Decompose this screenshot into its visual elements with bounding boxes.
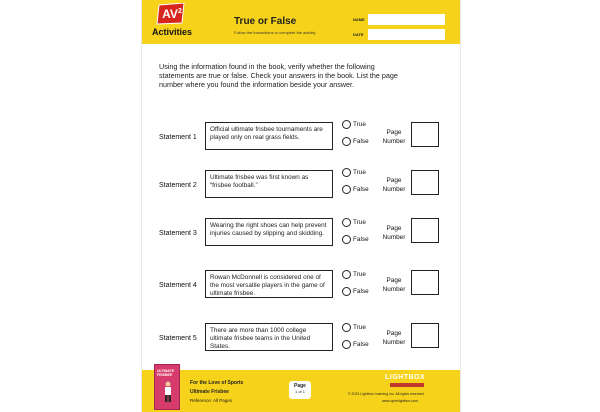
false-option[interactable] <box>342 235 369 244</box>
true-label: True <box>353 219 366 226</box>
player-figure-icon <box>162 381 174 403</box>
logo-text: Activities <box>151 27 193 37</box>
true-radio[interactable] <box>342 270 351 279</box>
true-radio[interactable] <box>342 323 351 332</box>
statement-row <box>142 323 460 363</box>
lightbox-logo-bar <box>390 383 424 387</box>
false-option[interactable] <box>342 340 369 349</box>
header-bar <box>142 0 460 44</box>
footer-bar <box>142 370 460 412</box>
page-number-label: Page Number <box>382 129 406 145</box>
page-subtitle: Follow the instructions to complete the activity. <box>234 30 317 35</box>
false-option[interactable] <box>342 185 369 194</box>
true-option[interactable] <box>342 270 366 279</box>
page-number-label: Page Number <box>382 225 406 241</box>
statement-row <box>142 122 460 162</box>
svg-text:2: 2 <box>178 8 182 15</box>
true-label: True <box>353 324 366 331</box>
true-label: True <box>353 271 366 278</box>
page-number-label: Page Number <box>382 277 406 293</box>
true-label: True <box>353 121 366 128</box>
true-option[interactable] <box>342 218 366 227</box>
name-field[interactable] <box>368 14 445 25</box>
false-radio[interactable] <box>342 185 351 194</box>
statement-label: Statement 1 <box>159 134 197 141</box>
worksheet-page <box>142 0 460 412</box>
page-title: True or False <box>234 16 297 27</box>
page-number-box[interactable] <box>411 270 439 295</box>
page-number-label: Page Number <box>382 177 406 193</box>
false-label: False <box>353 341 369 348</box>
true-radio[interactable] <box>342 218 351 227</box>
true-option[interactable] <box>342 323 366 332</box>
name-label: NAME <box>353 17 365 22</box>
true-radio[interactable] <box>342 120 351 129</box>
book-title: Ultimate Frisbee <box>190 389 229 395</box>
statement-label: Statement 3 <box>159 230 197 237</box>
svg-text:AV: AV <box>162 7 178 21</box>
page-number-box[interactable] <box>411 323 439 348</box>
date-field[interactable] <box>368 29 445 40</box>
false-radio[interactable] <box>342 287 351 296</box>
false-label: False <box>353 288 369 295</box>
statement-text: There are more than 1000 college ultimate frisbee teams in the United States. <box>205 323 333 351</box>
page-indicator <box>289 381 311 399</box>
copyright-text: © 2023 Lightbox Learning Inc. All rights reserved. <box>348 392 425 396</box>
website-url[interactable]: www.openlightbox.com <box>382 399 418 403</box>
statement-label: Statement 2 <box>159 182 197 189</box>
page-number-box[interactable] <box>411 170 439 195</box>
reference-text: Reference: All Pages <box>190 398 233 403</box>
false-option[interactable] <box>342 287 369 296</box>
false-option[interactable] <box>342 137 369 146</box>
false-label: False <box>353 236 369 243</box>
statement-label: Statement 4 <box>159 282 197 289</box>
false-label: False <box>353 186 369 193</box>
statement-text: Wearing the right shoes can help prevent injuries caused by slipping and skidding. <box>205 218 333 246</box>
true-label: True <box>353 169 366 176</box>
false-label: False <box>353 138 369 145</box>
statement-row <box>142 270 460 310</box>
cover-title: ULTIMATE FRISBEE <box>157 369 175 377</box>
page-edge-right <box>460 0 461 412</box>
page-number-label: Page Number <box>382 330 406 346</box>
true-option[interactable] <box>342 120 366 129</box>
instructions-text: Using the information found in the book, verify whether the following statements are true or false. Check your answers in the book. List the page number where you found the information beside your answer. <box>159 62 398 89</box>
page-indicator-label: Page <box>294 383 306 389</box>
book-cover <box>154 364 180 410</box>
lightbox-logo: LIGHTBOX <box>385 374 426 381</box>
false-radio[interactable] <box>342 340 351 349</box>
page-number-box[interactable] <box>411 122 439 147</box>
page-number-box[interactable] <box>411 218 439 243</box>
true-radio[interactable] <box>342 168 351 177</box>
av2-logo-icon <box>156 3 186 25</box>
statement-row <box>142 170 460 210</box>
series-title: For the Love of Sports <box>190 380 244 386</box>
true-option[interactable] <box>342 168 366 177</box>
av2-logo <box>148 3 196 41</box>
page-indicator-number: 1 of 1 <box>294 389 305 394</box>
date-label: DATE <box>353 32 364 37</box>
statement-label: Statement 5 <box>159 335 197 342</box>
false-radio[interactable] <box>342 235 351 244</box>
statement-row <box>142 218 460 258</box>
statement-text: Ultimate frisbee was first known as “frisbee football.” <box>205 170 333 198</box>
false-radio[interactable] <box>342 137 351 146</box>
statement-text: Rowan McDonnell is considered one of the most versatile players in the game of ultimate frisbee. <box>205 270 333 298</box>
statement-text: Official ultimate frisbee tournaments are played only on real grass fields. <box>205 122 333 150</box>
